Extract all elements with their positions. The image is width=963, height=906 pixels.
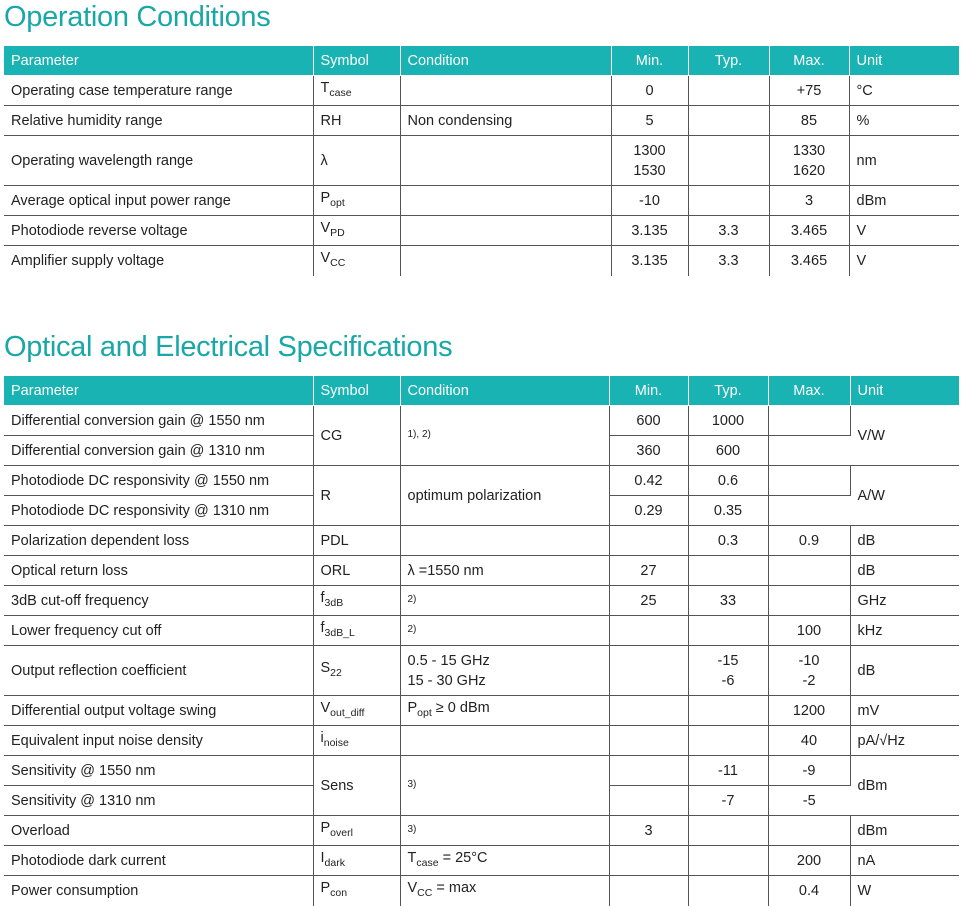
typ-cell [688, 616, 768, 646]
symbol-main: I [320, 850, 325, 866]
condition-cell [400, 586, 609, 616]
table-header-row [4, 46, 959, 76]
parameter-cell: Operating case temperature range [4, 76, 313, 106]
min-value: 1300 [633, 142, 666, 159]
header-parameter: Parameter [4, 376, 313, 406]
condition-footnote: 3) [407, 778, 417, 790]
parameter-cell: Operating wavelength range [4, 136, 313, 186]
typ-cell [688, 646, 768, 696]
symbol-subscript: noise [323, 737, 349, 749]
max-value-2: 1620 [792, 162, 826, 179]
typ-cell [688, 816, 768, 846]
unit-cell: dBm [850, 756, 959, 816]
min-cell: 25 [609, 586, 688, 616]
condition-cell: λ =1550 nm [400, 556, 609, 586]
header-typ: Typ. [688, 46, 769, 76]
unit-cell: pA/√Hz [850, 726, 959, 756]
unit-cell: GHz [850, 586, 959, 616]
min-cell: 27 [609, 556, 688, 586]
table-row [4, 586, 959, 616]
max-cell: 40 [768, 726, 850, 756]
min-cell: 3.135 [611, 246, 688, 276]
min-value-2: 1530 [633, 162, 666, 179]
parameter-cell: Average optical input power range [4, 186, 313, 216]
max-value: 1330 [792, 142, 826, 159]
condition-rest: = 25°C [438, 850, 488, 866]
condition-rest: ≥ 0 dBm [431, 700, 490, 716]
typ-value: -15 [717, 652, 739, 669]
condition-cell [400, 136, 611, 186]
condition-subscript: opt [417, 707, 432, 719]
min-cell [609, 846, 688, 876]
condition-cell: optimum polarization [400, 466, 609, 526]
header-min: Min. [611, 46, 688, 76]
table-row [4, 186, 959, 216]
table-row [4, 406, 959, 436]
parameter-cell: Lower frequency cut off [4, 616, 313, 646]
unit-cell: nm [849, 136, 959, 186]
condition-main: V [407, 880, 418, 897]
parameter-cell: Sensitivity @ 1310 nm [4, 786, 313, 816]
table-row [4, 696, 959, 726]
condition-cell [400, 646, 609, 696]
min-cell: 0.42 [609, 466, 688, 496]
optical-electrical-specifications-title: Optical and Electrical Specifications [4, 331, 453, 363]
header-symbol: Symbol [313, 376, 400, 406]
typ-cell: 33 [688, 586, 768, 616]
typ-cell [688, 556, 768, 586]
condition-cell [400, 846, 609, 876]
typ-cell [688, 696, 768, 726]
optical-electrical-specifications-table [4, 376, 959, 906]
table-row [4, 526, 959, 556]
condition-main: P [407, 700, 418, 716]
symbol-subscript: PD [330, 227, 345, 239]
header-parameter: Parameter [4, 46, 313, 76]
symbol-subscript: 22 [330, 667, 342, 679]
table-row [4, 136, 959, 186]
condition-footnote: 3) [407, 823, 417, 835]
max-value: -10 [798, 652, 820, 669]
table-row [4, 876, 959, 906]
unit-cell: V/W [850, 406, 959, 466]
max-cell [768, 466, 850, 496]
max-cell: 3.465 [769, 246, 849, 276]
symbol-cell [313, 246, 400, 276]
header-symbol: Symbol [313, 46, 400, 76]
max-cell: 0.4 [768, 876, 850, 906]
symbol-main: P [320, 190, 331, 206]
parameter-cell: Output reflection coefficient [4, 646, 313, 696]
parameter-cell: Equivalent input noise density [4, 726, 313, 756]
header-typ: Typ. [688, 376, 768, 406]
max-cell [769, 136, 849, 186]
table-row [4, 726, 959, 756]
symbol-cell [313, 616, 400, 646]
parameter-cell: Photodiode reverse voltage [4, 216, 313, 246]
condition-footnote: 2) [407, 593, 417, 605]
symbol-cell: ORL [313, 556, 400, 586]
min-cell [609, 526, 688, 556]
typ-cell [688, 76, 769, 106]
table-row [4, 106, 959, 136]
typ-cell: 0.6 [688, 466, 768, 496]
max-cell: 0.9 [768, 526, 850, 556]
condition-cell [400, 756, 609, 816]
unit-cell: V [849, 216, 959, 246]
max-cell: 3 [769, 186, 849, 216]
symbol-cell: CG [313, 406, 400, 466]
condition-cell [400, 246, 611, 276]
max-cell: -9 [768, 756, 850, 786]
min-cell: 0 [611, 76, 688, 106]
header-unit: Unit [850, 376, 959, 406]
unit-cell: dB [850, 646, 959, 696]
table-row [4, 246, 959, 276]
max-cell [768, 556, 850, 586]
typ-cell: -7 [688, 786, 768, 816]
min-cell: 600 [609, 406, 688, 436]
min-cell: 3 [609, 816, 688, 846]
symbol-cell [313, 696, 400, 726]
symbol-cell: Sens [313, 756, 400, 816]
unit-cell: °C [849, 76, 959, 106]
typ-cell: -11 [688, 756, 768, 786]
unit-cell: mV [850, 696, 959, 726]
table-row [4, 76, 959, 106]
min-cell [609, 786, 688, 816]
table-row [4, 646, 959, 696]
symbol-main: T [320, 80, 330, 96]
parameter-cell: Polarization dependent loss [4, 526, 313, 556]
parameter-cell: Relative humidity range [4, 106, 313, 136]
min-cell: 3.135 [611, 216, 688, 246]
symbol-cell [313, 586, 400, 616]
condition-cell [400, 616, 609, 646]
max-cell: 85 [769, 106, 849, 136]
symbol-subscript: out_diff [330, 707, 365, 719]
condition-cell [400, 726, 609, 756]
condition-cell [400, 216, 611, 246]
typ-cell [688, 136, 769, 186]
typ-cell [688, 846, 768, 876]
parameter-cell: Amplifier supply voltage [4, 246, 313, 276]
typ-cell: 0.3 [688, 526, 768, 556]
min-cell [609, 756, 688, 786]
unit-cell: % [849, 106, 959, 136]
min-cell [609, 876, 688, 906]
condition-cell [400, 696, 609, 726]
symbol-cell: R [313, 466, 400, 526]
parameter-cell: Sensitivity @ 1550 nm [4, 756, 313, 786]
symbol-main: V [320, 700, 331, 716]
header-min: Min. [609, 376, 688, 406]
symbol-cell [313, 846, 400, 876]
symbol-subscript: opt [330, 197, 345, 209]
max-cell: 200 [768, 846, 850, 876]
unit-cell: A/W [850, 466, 959, 526]
symbol-cell [313, 216, 400, 246]
parameter-cell: Overload [4, 816, 313, 846]
symbol-subscript: case [329, 87, 352, 99]
operation-conditions-table [4, 46, 959, 276]
symbol-subscript: 3dB [324, 597, 344, 609]
symbol-main: f [320, 590, 325, 606]
condition-footnote: 1), 2) [407, 428, 431, 440]
symbol-cell [313, 186, 400, 216]
typ-cell [688, 186, 769, 216]
min-cell [611, 136, 688, 186]
symbol-main: V [320, 220, 331, 236]
typ-cell: 3.3 [688, 216, 769, 246]
table-row [4, 756, 959, 786]
parameter-cell: Photodiode DC responsivity @ 1310 nm [4, 496, 313, 526]
condition-cell [400, 526, 609, 556]
condition-cell [400, 816, 609, 846]
condition-main: T [407, 850, 417, 866]
typ-cell [688, 726, 768, 756]
symbol-cell [313, 726, 400, 756]
condition-cell [400, 406, 609, 466]
max-value-2: -2 [802, 672, 816, 689]
min-cell: 5 [611, 106, 688, 136]
operation-conditions-title: Operation Conditions [4, 1, 271, 33]
unit-cell: dB [850, 526, 959, 556]
min-cell: 360 [609, 436, 688, 466]
condition-cell: Non condensing [400, 106, 611, 136]
table-row [4, 216, 959, 246]
symbol-main: P [320, 820, 331, 836]
unit-cell: kHz [850, 616, 959, 646]
condition-footnote: 2) [407, 623, 417, 635]
typ-value-2: -6 [721, 672, 735, 689]
symbol-main: V [320, 250, 331, 267]
symbol-subscript: overl [330, 827, 353, 839]
condition-subscript: case [416, 857, 439, 869]
table-row [4, 466, 959, 496]
parameter-cell: 3dB cut-off frequency [4, 586, 313, 616]
max-cell [768, 586, 850, 616]
header-max: Max. [769, 46, 849, 76]
table-row [4, 846, 959, 876]
min-cell [609, 616, 688, 646]
table-row [4, 556, 959, 586]
max-cell: 1200 [768, 696, 850, 726]
parameter-cell: Differential conversion gain @ 1550 nm [4, 406, 313, 436]
symbol-subscript: con [330, 887, 348, 900]
header-condition: Condition [400, 376, 609, 406]
unit-cell: W [857, 882, 872, 899]
max-cell [768, 436, 850, 466]
min-cell [609, 726, 688, 756]
parameter-cell: Differential conversion gain @ 1310 nm [4, 436, 313, 466]
min-cell: 0.29 [609, 496, 688, 526]
symbol-cell: PDL [313, 526, 400, 556]
unit-cell: dBm [850, 816, 959, 846]
min-cell [609, 646, 688, 696]
table-row [4, 816, 959, 846]
symbol-cell [313, 816, 400, 846]
header-max: Max. [768, 376, 850, 406]
parameter-cell: Differential output voltage swing [4, 696, 313, 726]
symbol-main: i [320, 730, 324, 746]
symbol-cell [313, 76, 400, 106]
min-cell [609, 696, 688, 726]
parameter-cell: Photodiode dark current [4, 846, 313, 876]
table-row [4, 616, 959, 646]
max-cell [768, 406, 850, 436]
symbol-subscript: dark [324, 857, 345, 869]
max-cell [768, 816, 850, 846]
condition-value-2: 15 - 30 GHz [407, 672, 486, 689]
max-cell [768, 646, 850, 696]
typ-cell [688, 106, 769, 136]
symbol-subscript: CC [330, 257, 346, 270]
unit-cell: dB [850, 556, 959, 586]
header-unit: Unit [849, 46, 959, 76]
typ-cell: 1000 [688, 406, 768, 436]
max-cell [768, 496, 850, 526]
condition-cell [400, 876, 609, 906]
symbol-cell: λ [313, 136, 400, 186]
max-cell: -5 [768, 786, 850, 816]
max-cell: +75 [769, 76, 849, 106]
symbol-main: S [320, 660, 331, 676]
typ-cell: 600 [688, 436, 768, 466]
unit-cell: nA [850, 846, 959, 876]
max-cell: 3.465 [769, 216, 849, 246]
symbol-cell [313, 876, 400, 906]
condition-cell [400, 76, 611, 106]
typ-cell: 0.35 [688, 496, 768, 526]
symbol-main: f [320, 620, 325, 636]
condition-value: 0.5 - 15 GHz [407, 652, 490, 669]
min-cell: -10 [611, 186, 688, 216]
parameter-cell: Photodiode DC responsivity @ 1550 nm [4, 466, 313, 496]
condition-subscript: CC [417, 887, 433, 900]
unit-cell: V [856, 252, 867, 269]
symbol-cell [313, 646, 400, 696]
table-header-row [4, 376, 959, 406]
condition-cell [400, 186, 611, 216]
header-condition: Condition [400, 46, 611, 76]
condition-rest: = max [432, 880, 477, 897]
symbol-subscript: 3dB_L [324, 627, 355, 639]
symbol-cell: RH [313, 106, 400, 136]
typ-cell: 3.3 [688, 246, 769, 276]
symbol-main: P [320, 880, 331, 897]
parameter-cell: Power consumption [4, 876, 313, 906]
parameter-cell: Optical return loss [4, 556, 313, 586]
max-cell: 100 [768, 616, 850, 646]
typ-cell [688, 876, 768, 906]
unit-cell: dBm [849, 186, 959, 216]
